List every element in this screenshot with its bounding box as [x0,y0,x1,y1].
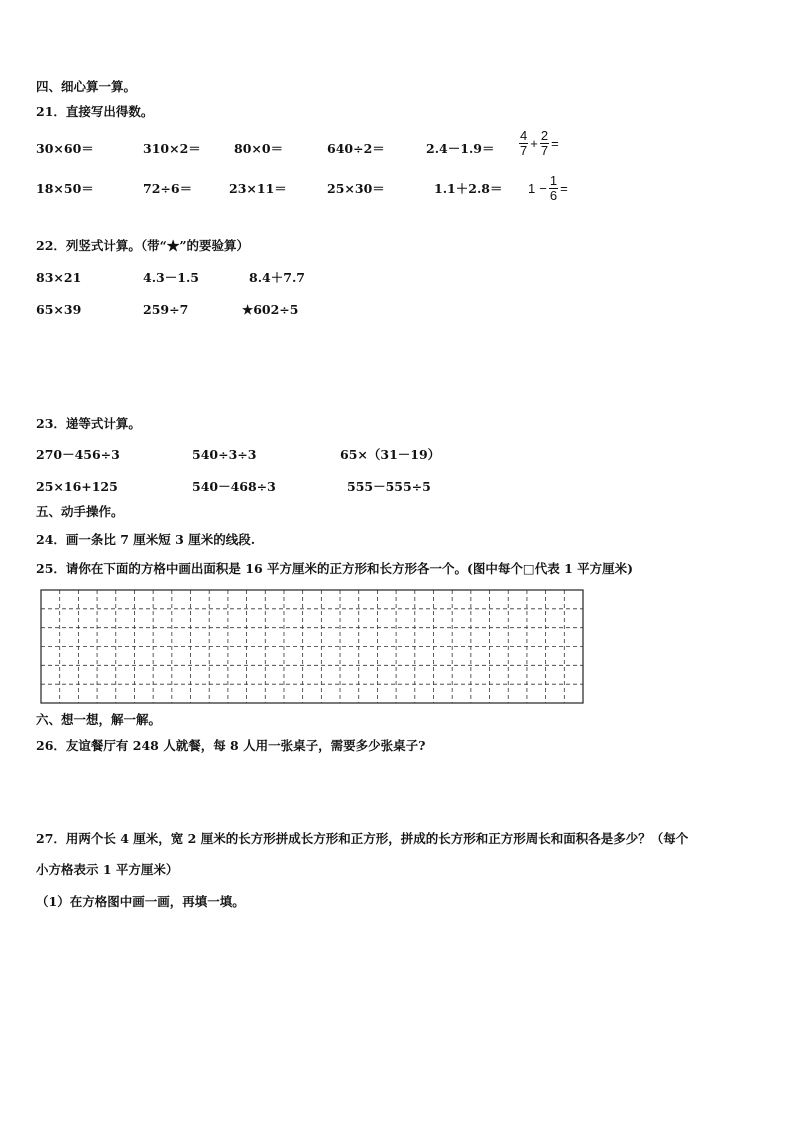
q21-r1-c1: 30×60＝ [36,141,94,156]
q24-text: 24．画一条比 7 厘米短 3 厘米的线段. [36,532,256,547]
q21-r2-c4: 25×30＝ [327,181,385,196]
frac2-num: 1 [549,173,558,188]
q21-title: 21．直接写出得数。 [36,104,154,119]
square-grid[interactable] [40,589,584,704]
q23-r2-c1: 25×16+125 [36,479,118,494]
q21-r2-c2: 72÷6＝ [143,181,193,196]
q21-r2-c3: 23×11＝ [229,181,287,196]
section4-title: 四、细心算一算。 [36,79,137,94]
q22-r1-c2: 4.3－1.5 [143,270,199,285]
q22-r2-c3: ★602÷5 [242,302,299,317]
frac2-den: 6 [549,187,558,203]
q27-sub1-text: （1）在方格图中画一画，再填一填。 [36,894,245,909]
q23-r2-c2: 540－468÷3 [192,479,276,494]
frac1-num1: 4 [520,128,528,143]
q21-r1-c2: 310×2＝ [143,141,201,156]
grid-border [41,590,583,703]
q26-text: 26．友谊餐厅有 248 人就餐，每 8 人用一张桌子，需要多少张桌子? [36,738,426,753]
q25-text: 25．请你在下面的方格中画出面积是 16 平方厘米的正方形和长方形各一个。(图中每个□代表 1 平方厘米) [36,561,634,576]
q21-fraction-expr-1 [519,129,561,157]
q21-r2-c1: 18×50＝ [36,181,94,196]
frac1-eq: = [551,135,559,151]
q27-text-line2: 小方格表示 1 平方厘米） [36,862,179,877]
frac1-den1: 7 [520,142,528,158]
q22-r1-c1: 83×21 [36,270,82,285]
q21-r2-c5: 1.1＋2.8＝ [434,181,503,196]
section6-title: 六、想一想，解一解。 [36,712,162,727]
section5-title: 五、动手操作。 [36,504,124,519]
q22-r1-c3: 8.4＋7.7 [249,270,305,285]
q21-fraction-expr-2 [526,174,570,202]
q21-r1-c3: 80×0＝ [234,141,284,156]
q21-r1-c5: 2.4－1.9＝ [426,141,495,156]
frac1-op: + [530,135,538,151]
frac1-den2: 7 [540,142,549,158]
q23-r1-c3: 65×（31－19） [340,447,441,462]
q27-text-line1: 27．用两个长 4 厘米，宽 2 厘米的长方形拼成长方形和正方形，拼成的长方形和正方形周长和面积各是多少？（每个 [36,831,689,846]
q22-r2-c1: 65×39 [36,302,82,317]
q23-r1-c2: 540÷3÷3 [192,447,257,462]
q22-r2-c2: 259÷7 [143,302,189,317]
frac2-whole: 1 [528,180,536,196]
q22-title: 22．列竖式计算。（带“★”的要验算） [36,238,250,253]
q23-r2-c3: 555－555÷5 [347,479,431,494]
frac2-eq: = [560,180,568,196]
q23-r1-c1: 270－456÷3 [36,447,120,462]
frac1-num2: 2 [540,128,549,143]
frac2-op: − [539,180,547,196]
q21-r1-c4: 640÷2＝ [327,141,385,156]
q23-title: 23．递等式计算。 [36,416,141,431]
